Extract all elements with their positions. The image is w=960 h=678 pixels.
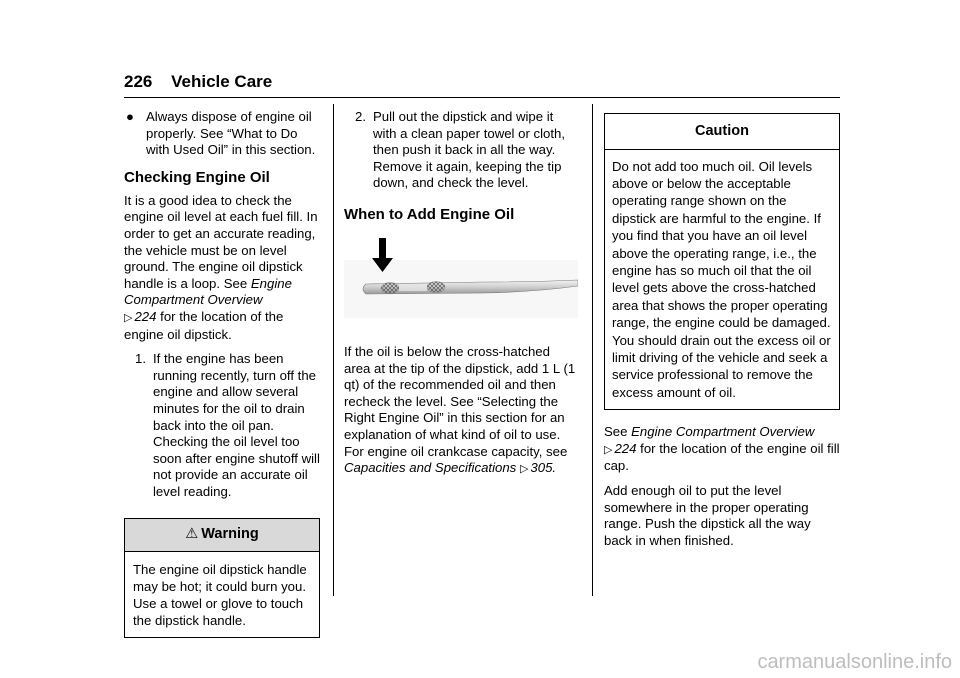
step-text: Pull out the dipstick and wipe it with a clean paper towel or cloth, then push it back in all the way. Remove it again, keeping the tip down, and check the level.: [373, 109, 566, 191]
paragraph: [604, 424, 840, 475]
page-reference[interactable]: 224: [614, 440, 637, 456]
column-2: [344, 109, 578, 486]
column-divider-2: [592, 104, 593, 596]
page-reference[interactable]: 305.: [530, 460, 557, 476]
dipstick-image: [344, 230, 578, 338]
cross-reference-link[interactable]: Engine Compartment Overview: [631, 424, 815, 440]
warning-triangle-icon: ⚠: [185, 526, 199, 543]
paragraph-text: If the oil is below the cross-hatched area at the tip of the dipstick, add 1 L (1 qt) of the recommended oil and then recheck the level. See “Selecting the Right Engine Oil” in this section for an explanation of what kind of oil to use. For engine oil crankcase capacity, see: [344, 343, 576, 459]
warning-title-text: Warning: [201, 526, 259, 543]
column-1: [124, 109, 320, 638]
watermark: carmanualsonline.info: [757, 651, 952, 673]
caution-title: Caution: [605, 114, 839, 150]
paragraph: [124, 193, 320, 343]
header-rule: [124, 97, 840, 98]
bullet-icon: ●: [126, 109, 134, 124]
step-1: [135, 351, 320, 500]
step-2: [355, 109, 578, 192]
cross-reference-link[interactable]: Engine Compartment Overview: [124, 275, 292, 308]
list-item: [124, 109, 320, 159]
caution-body: Do not add too much oil. Oil levels above or below the acceptable operating range shown on the dipstick are harmful to the engine. If you find that you have an oil level above the operating range, i.e., the engine has so much oil that the oil level gets above the cross-hatched area that shows the proper operating range, the engine could be damaged. You should drain out the excess oil or limit driving of the vehicle and seek a service professional to remove the excess amount of oil.: [612, 158, 831, 400]
column-divider-1: [333, 104, 334, 596]
page-reference[interactable]: 224: [134, 308, 157, 324]
section-heading: When to Add Engine Oil: [344, 205, 515, 223]
section-heading: Checking Engine Oil: [124, 168, 270, 186]
cross-reference-link[interactable]: Capacities and Specifications: [344, 460, 517, 476]
warning-box: [124, 518, 320, 638]
step-text: If the engine has been running recently, turn off the engine and allow several minutes for the oil to drain back into the oil pan. Checking the oil level too soon after engine shutoff will not provide an accurate oil level reading.: [153, 351, 320, 499]
warning-title: [125, 519, 319, 552]
page-reference-arrow-icon: ▷: [519, 463, 529, 476]
page-reference-arrow-icon: ▷: [124, 311, 133, 324]
paragraph-text: See: [604, 424, 628, 440]
step-number: 2.: [355, 109, 366, 124]
paragraph: Add enough oil to put the level somewhere in the proper operating range. Push the dipstick all the way back in when finished.: [604, 483, 811, 548]
caution-box: [604, 113, 840, 410]
page-number: 226: [124, 72, 153, 91]
paragraph-tail: for the location of the engine oil dipstick.: [124, 308, 284, 342]
section-title: Vehicle Care: [171, 72, 273, 91]
paragraph-text: It is a good idea to check the engine oil level at each fuel fill. In order to get an accurate reading, the vehicle must be on level ground. The engine oil dipstick handle is a loop. See: [124, 192, 318, 291]
paragraph-tail: for the location of the engine oil fill cap.: [604, 440, 840, 474]
dipstick-illustration: [344, 230, 578, 338]
warning-body: The engine oil dipstick handle may be hot; it could burn you. Use a towel or glove to touch the dipstick handle.: [133, 562, 307, 629]
step-number: 1.: [135, 351, 146, 367]
page-reference-arrow-icon: ▷: [604, 443, 613, 456]
bullet-text: Always dispose of engine oil properly. See “What to Do with Used Oil” in this section.: [146, 109, 316, 158]
page-header: [124, 72, 272, 92]
column-3: [604, 113, 840, 557]
paragraph: [344, 344, 578, 478]
